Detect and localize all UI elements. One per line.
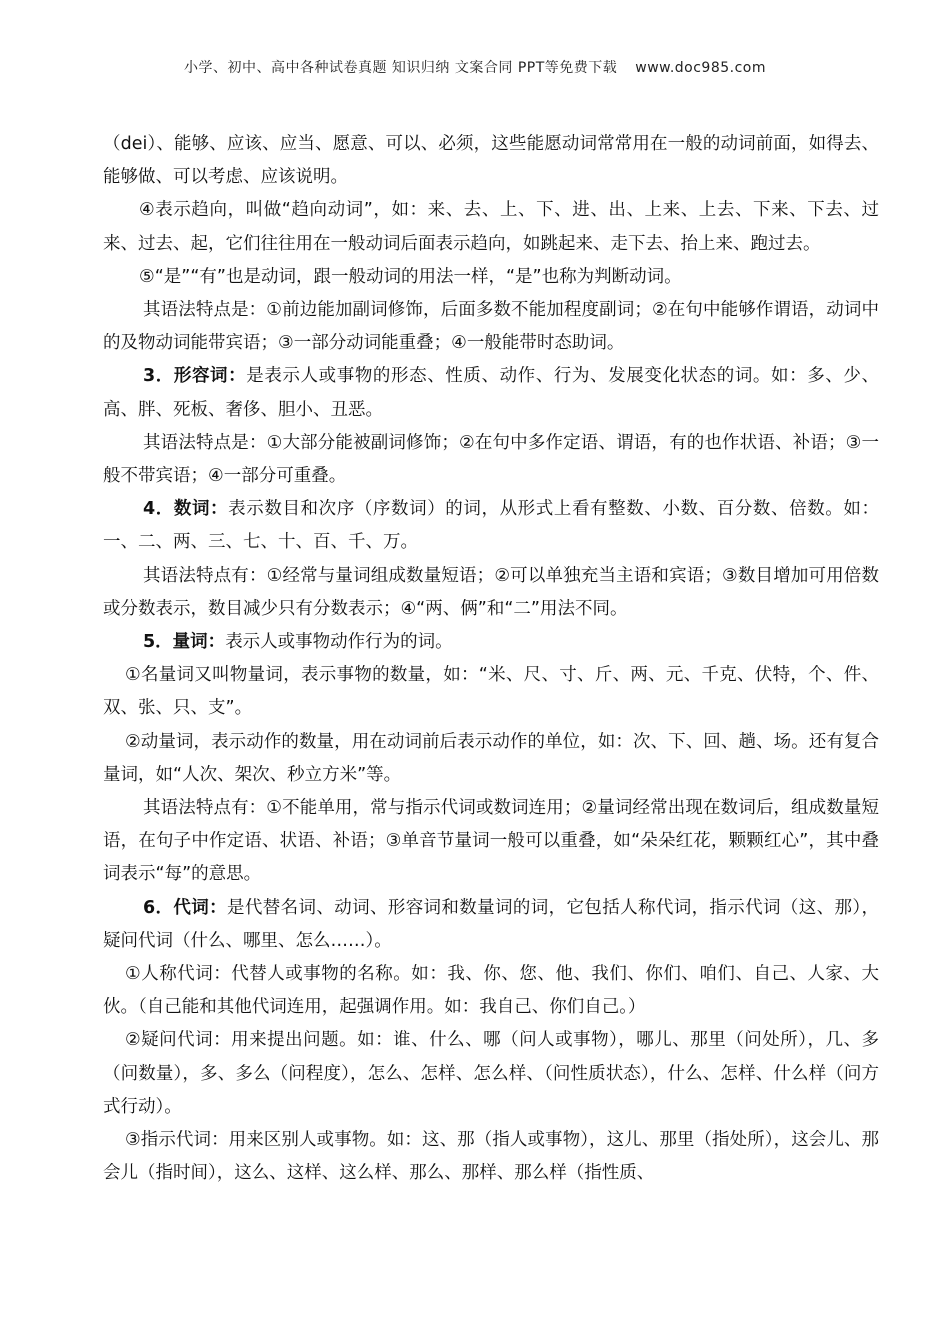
header-site-link[interactable]: www.doc985.com	[635, 60, 767, 76]
page-header	[0, 57, 950, 77]
paragraph: ②疑问代词：用来提出问题。如：谁、什么、哪（问人或事物），哪儿、那里（问处所），几、多（问数量），多、多么（问程度），怎么、怎样、怎么样、（问性质状态），什么、怎样、什么样（问方式行动）。	[103, 1030, 879, 1117]
paragraph: ⑤“是”“有”也是动词，跟一般动词的用法一样，“是”也称为判断动词。	[139, 266, 682, 287]
document-body	[103, 128, 879, 1191]
paragraph: ④表示趋向，叫做“趋向动词”，如：来、去、上、下、进、出、上来、上去、下来、下去、过来、过去、起，它们往往用在一般动词后面表示趋向，如跳起来、走下去、抬上来、跑过去。	[103, 200, 879, 254]
section-heading-measure-word: 5．量词：表示人或事物动作行为的词。	[143, 632, 453, 653]
header-text: 小学、初中、高中各种试卷真题 知识归纳 文案合同 PPT等免费下载	[183, 60, 618, 76]
section-heading-adjective: 3．形容词：是表示人或事物的形态、性质、动作、行为、发展变化状态的词。如：多、少、高、胖、死板、奢侈、胆小、丑恶。	[103, 366, 879, 420]
paragraph: ③指示代词：用来区别人或事物。如：这、那（指人或事物），这儿、那里（指处所），这会儿、那会儿（指时间），这么、这样、这么样、那么、那样、那么样（指性质、	[103, 1130, 879, 1184]
paragraph: 其语法特点有：①经常与量词组成数量短语；②可以单独充当主语和宾语；③数目增加可用倍数或分数表示，数目减少只有分数表示；④“两、俩”和“二”用法不同。	[103, 565, 879, 619]
paragraph: ②动量词，表示动作的数量，用在动词前后表示动作的单位，如：次、下、回、趟、场。还有复合量词，如“人次、架次、秒立方米”等。	[103, 731, 879, 785]
paragraph: 其语法特点是：①大部分能被副词修饰；②在句中多作定语、谓语，有的也作状语、补语；③一般不带宾语；④一部分可重叠。	[103, 432, 879, 487]
paragraph: （dei）、能够、应该、应当、愿意、可以、必须，这些能愿动词常常用在一般的动词前面，如得去、能够做、可以考虑、应该说明。	[103, 134, 879, 188]
paragraph: 其语法特点是：①前边能加副词修饰，后面多数不能加程度副词；②在句中能够作谓语，动词中的及物动词能带宾语；③一部分动词能重叠；④一般能带时态助词。	[103, 300, 879, 354]
section-heading-numeral: 4．数词：表示数目和次序（序数词）的词，从形式上看有整数、小数、百分数、倍数。如：一、二、两、三、七、十、百、千、万。	[103, 499, 879, 553]
paragraph: ①人称代词：代替人或事物的名称。如：我、你、您、他、我们、你们、咱们、自己、人家、大伙。（自己能和其他代词连用，起强调作用。如：我自己、你们自己。）	[103, 964, 879, 1018]
paragraph: ①名量词又叫物量词，表示事物的数量，如：“米、尺、寸、斤、两、元、千克、伏特，个、件、双、张、只、支”。	[103, 665, 879, 719]
section-heading-pronoun: 6．代词：是代替名词、动词、形容词和数量词的词，它包括人称代词，指示代词（这、那），疑问代词（什么、哪里、怎么……）。	[103, 897, 879, 951]
paragraph: 其语法特点有：①不能单用，常与指示代词或数词连用；②量词经常出现在数词后，组成数量短语，在句子中作定语、状语、补语；③单音节量词一般可以重叠，如“朵朵红花，颗颗红心”，其中叠词表示“每”的意思。	[103, 798, 879, 885]
